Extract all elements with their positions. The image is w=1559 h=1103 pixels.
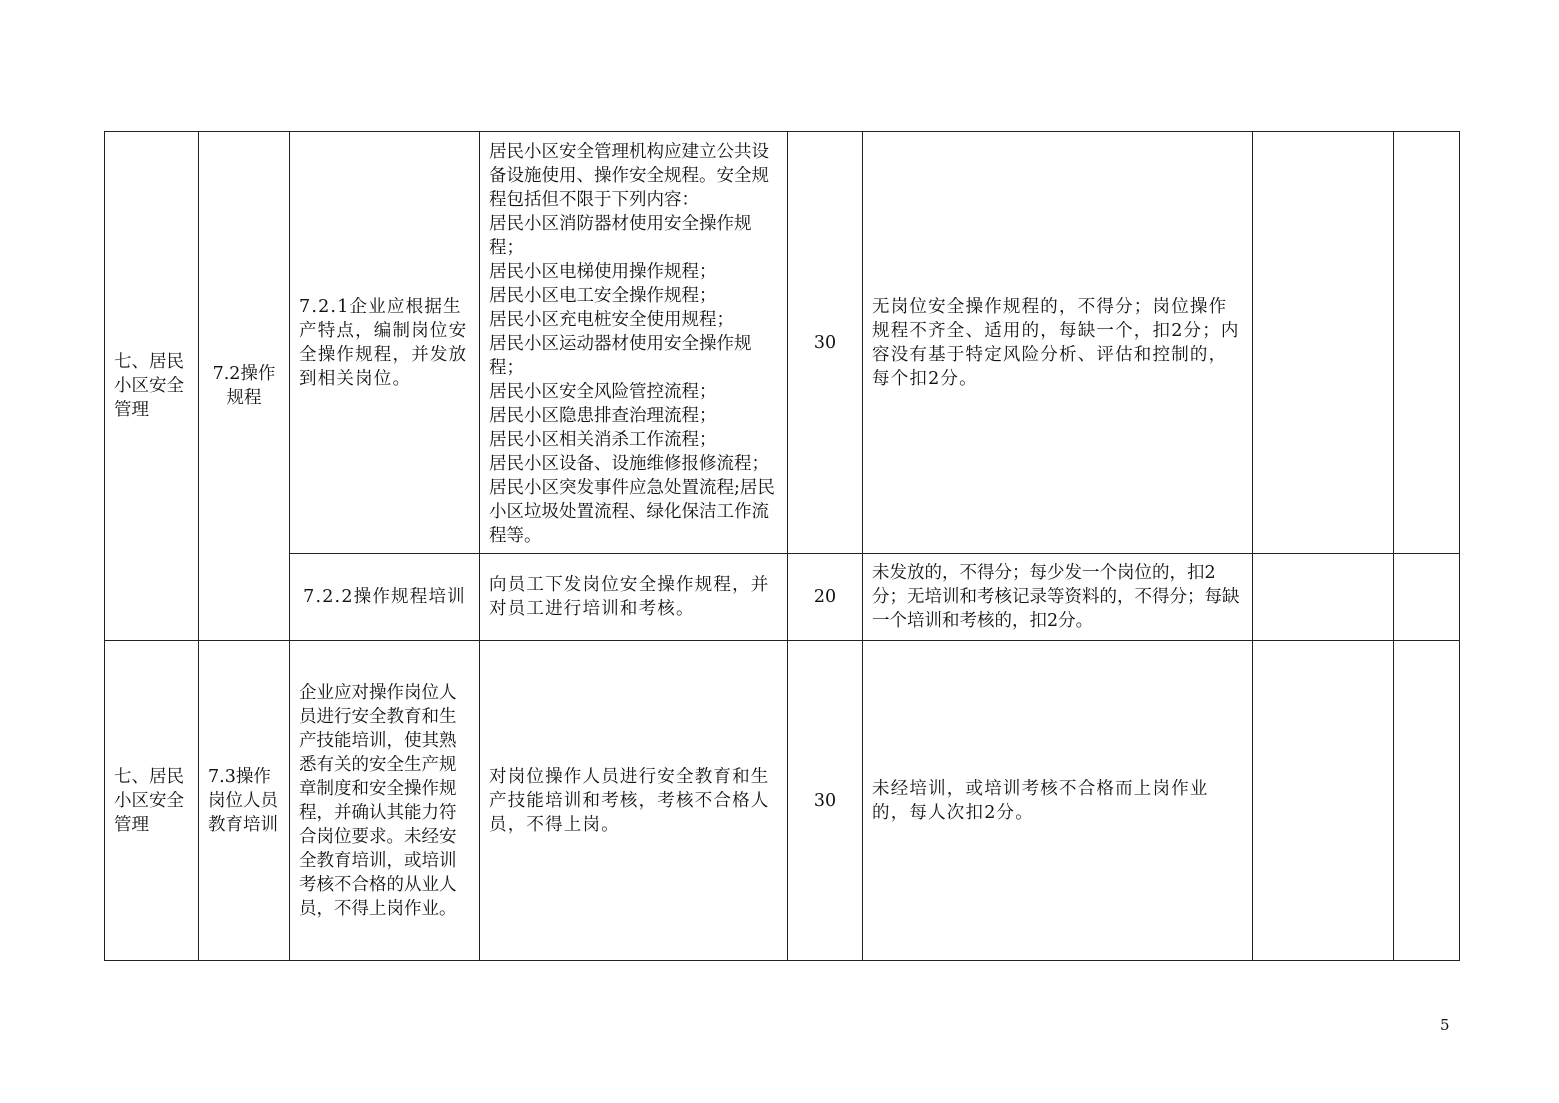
standard-line: 居民小区消防器材使用安全操作规程； bbox=[489, 214, 752, 258]
standard-line: 居民小区电梯使用操作规程； bbox=[489, 262, 717, 282]
scoring-table bbox=[104, 131, 1460, 961]
category-cell: 七、居民小区安全管理 bbox=[105, 132, 199, 641]
standard-cell: 向员工下发岗位安全操作规程，并对员工进行培训和考核。 bbox=[480, 554, 788, 641]
table-row bbox=[105, 132, 1460, 554]
standard-line: 居民小区相关消杀工作流程； bbox=[489, 430, 717, 450]
item-cell: 7.3操作岗位人员教育培训 bbox=[199, 641, 290, 961]
method-cell: 未发放的，不得分；每少发一个岗位的，扣2分；无培训和考核记录等资料的，不得分；每缺一个培训和考核的，扣2分。 bbox=[863, 554, 1253, 641]
remark-cell bbox=[1394, 641, 1460, 961]
table-row bbox=[105, 554, 1460, 641]
standard-line: 居民小区运动器材使用安全操作规程； bbox=[489, 334, 752, 378]
standard-cell bbox=[480, 132, 788, 554]
remark-cell bbox=[1394, 554, 1460, 641]
method-cell: 无岗位安全操作规程的，不得分；岗位操作规程不齐全、适用的，每缺一个，扣2分；内容没有基于特定风险分析、评估和控制的，每个扣2分。 bbox=[863, 132, 1253, 554]
self-score-cell bbox=[1253, 554, 1394, 641]
standard-line: 居民小区电工安全操作规程； bbox=[489, 286, 717, 306]
standard-line: 居民小区安全管理机构应建立公共设备设施使用、操作安全规程。安全规程包括但不限于下列内容： bbox=[489, 142, 769, 210]
item-cell: 7.2操作规程 bbox=[199, 132, 290, 641]
standard-cell: 对岗位操作人员进行安全教育和生产技能培训和考核，考核不合格人员，不得上岗。 bbox=[480, 641, 788, 961]
score-cell: 30 bbox=[788, 132, 863, 554]
method-cell: 未经培训，或培训考核不合格而上岗作业的，每人次扣2分。 bbox=[863, 641, 1253, 961]
category-cell: 七、居民小区安全管理 bbox=[105, 641, 199, 961]
self-score-cell bbox=[1253, 132, 1394, 554]
requirement-cell: 7.2.2操作规程培训 bbox=[290, 554, 480, 641]
standard-line: 居民小区安全风险管控流程； bbox=[489, 382, 717, 402]
requirement-cell: 企业应对操作岗位人员进行安全教育和生产技能培训，使其熟悉有关的安全生产规章制度和安全操作规程，并确认其能力符合岗位要求。未经安全教育培训，或培训考核不合格的从业人员，不得上岗作业。 bbox=[290, 641, 480, 961]
remark-cell bbox=[1394, 132, 1460, 554]
page-number: 5 bbox=[1440, 1016, 1450, 1034]
score-cell: 20 bbox=[788, 554, 863, 641]
standard-line: 居民小区突发事件应急处置流程;居民小区垃圾处置流程、绿化保洁工作流程等。 bbox=[489, 478, 775, 546]
self-score-cell bbox=[1253, 641, 1394, 961]
table-row bbox=[105, 641, 1460, 961]
score-cell: 30 bbox=[788, 641, 863, 961]
standard-line: 居民小区隐患排查治理流程； bbox=[489, 406, 717, 426]
requirement-cell: 7.2.1企业应根据生产特点，编制岗位安全操作规程，并发放到相关岗位。 bbox=[290, 132, 480, 554]
standard-line: 居民小区充电桩安全使用规程； bbox=[489, 310, 734, 330]
standard-line: 居民小区设备、设施维修报修流程； bbox=[489, 454, 769, 474]
